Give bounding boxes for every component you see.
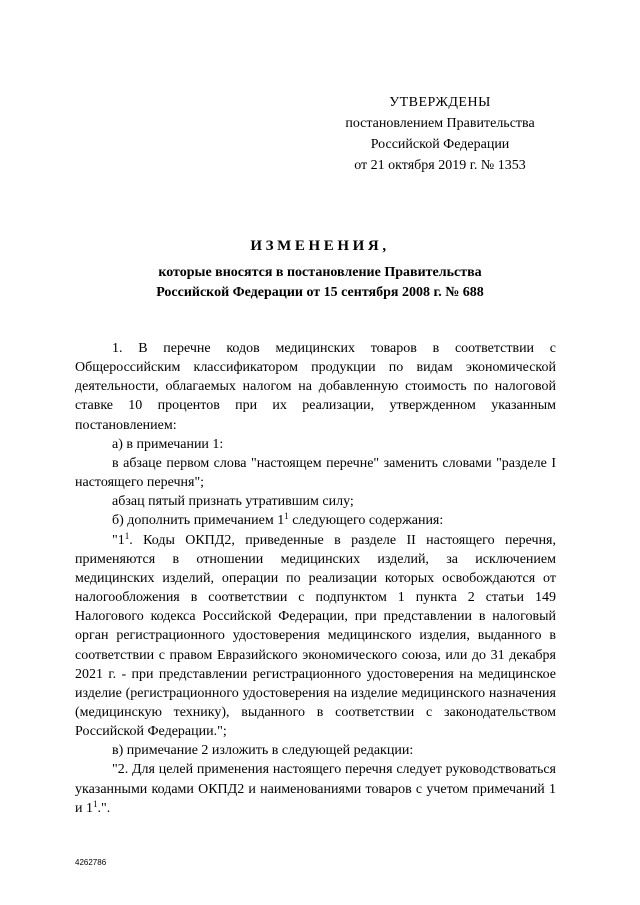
document-code: 4262786 — [75, 858, 107, 867]
paragraph-8 — [75, 760, 556, 817]
subtitle-line-1: которые вносятся в постановление Правительства — [158, 265, 482, 280]
paragraph-4: абзац пятый признать утратившим силу; — [112, 494, 354, 510]
document-body — [75, 339, 556, 818]
paragraph-1: 1. В перечне кодов медицинских товаров в соответствии с Общероссийским классификатором продукции по видам экономической деятельности, облагаемых налогом на добавленную стоимость по налоговой ставке 10 процентов при их реализации, утвержденном указанным постановлением: — [75, 341, 556, 433]
paragraph-5 — [75, 511, 556, 530]
paragraph-7: в) примечание 2 изложить в следующей редакции: — [112, 743, 414, 759]
approval-line-1: постановлением Правительства — [345, 116, 535, 131]
paragraph-8-text-end: .". — [97, 800, 111, 816]
paragraph-5-text: б) дополнить примечанием 1 — [112, 513, 285, 529]
superscript: 1 — [284, 511, 289, 522]
paragraph-6 — [75, 531, 556, 742]
paragraph-5-text-end: следующего содержания: — [288, 513, 444, 529]
document-subtitle — [100, 263, 540, 303]
subtitle-line-2: Российской Федерации от 15 сентября 2008 г. № 688 — [156, 285, 484, 300]
paragraph-8-text: "2. Для целей применения настоящего перечня следует руководствоваться указанными кодами ОКПД2 и наименованиями товаров с учетом примечаний 1 и 1 — [75, 762, 556, 816]
superscript: 1 — [124, 530, 130, 541]
paragraph-6-text-end: . Коды ОКПД2, приведенные в разделе II настоящего перечня, применяются в отношении медицинских изделий, за исключением медицинских изделий, операции по реализации которых освобождаются от налогообложения в соответствии с подпунктом 1 пункта 2 статьи 149 Налогового кодекса Российской Федерации, при представлении в налоговый орган регистрационного удостоверения медицинского изделия, выданного в соответствии с правом Евразийского экономического союза, или до 31 декабря 2021 г. - при представлении регистрационного удостоверения на медицинское изделие (регистрационного удостоверения на изделие медицинского назначения (медицинскую технику), выданного в соответствии с законодательством Российской Федерации."; — [75, 532, 556, 740]
document-title: ИЗМЕНЕНИЯ, — [250, 238, 390, 254]
paragraph-2: а) в примечании 1: — [112, 436, 224, 452]
approval-title: УТВЕРЖДЕНЫ — [389, 95, 491, 110]
paragraph-3: в абзаце первом слова "настоящем перечне" заменить словами "разделе I настоящего перечня"; — [75, 455, 556, 491]
superscript: 1 — [93, 798, 98, 809]
approval-line-2: Российской Федерации — [370, 137, 510, 152]
paragraph-6-text: "1 — [112, 532, 125, 548]
approval-line-3: от 21 октября 2019 г. № 1353 — [354, 158, 526, 173]
approval-stamp — [330, 92, 550, 176]
